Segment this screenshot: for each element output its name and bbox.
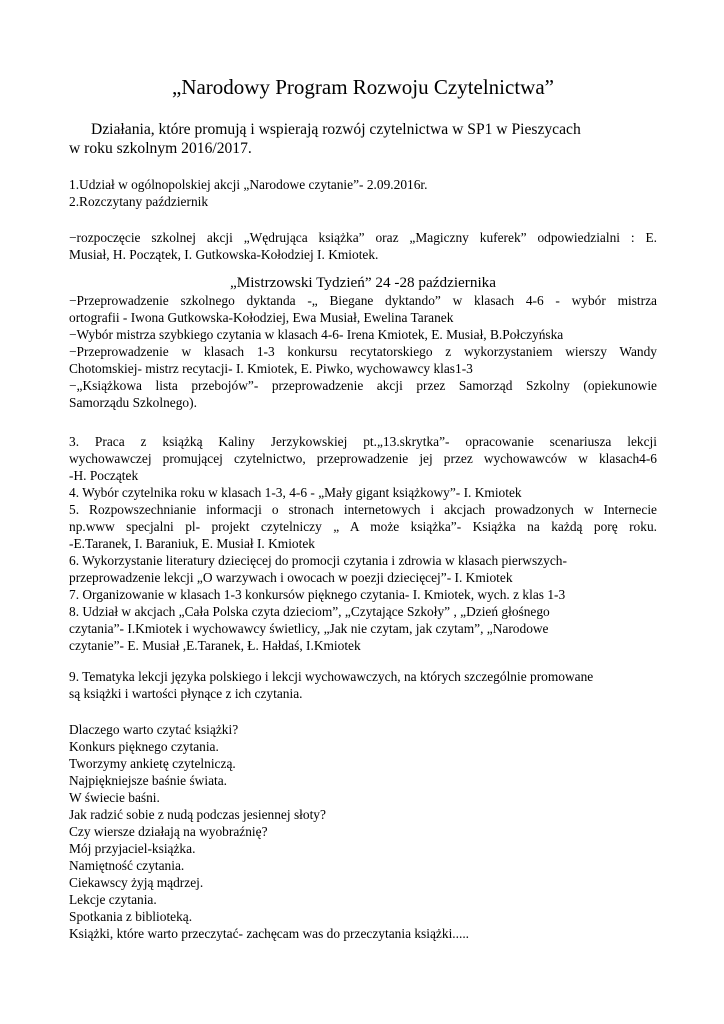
lesson-item: Książki, które warto przeczytać- zachęcam was do przeczytania książki..... (69, 926, 470, 941)
paragraph-line: 4. Wybór czytelnika roku w klasach 1-3, 4-6 - „Mały gigant książkowy”- I. Kmiotek (69, 485, 522, 500)
lesson-item: W świecie baśni. (69, 790, 160, 805)
intro-item: 1.Udział w ogólnopolskiej akcji „Narodowe czytanie”- 2.09.2016r. (69, 177, 428, 192)
paragraph-line: −rozpoczęcie szkolnej akcji „Wędrująca książka” oraz „Magiczny kuferek” odpowiedzialni : E. (69, 230, 657, 245)
section-heading: „Mistrzowski Tydzień” 24 -28 października (229, 274, 497, 291)
paragraph-line: -H. Początek (69, 468, 139, 483)
lesson-item: Jak radzić sobie z nudą podczas jesiennej słoty? (69, 807, 326, 822)
lesson-item: Namiętność czytania. (69, 858, 185, 873)
paragraph-line: Musiał, H. Początek, I. Gutkowska-Kołodziej I. Kmiotek. (69, 247, 379, 262)
subtitle-line: Działania, które promują i wspierają rozwój czytelnictwa w SP1 w Pieszycach (91, 121, 581, 138)
paragraph-line: czytania”- I.Kmiotek i wychowawcy świetlicy, „Jak nie czytam, jak czytam”, „Narodowe (69, 621, 549, 636)
document-title: „Narodowy Program Rozwoju Czytelnictwa” (172, 75, 554, 99)
paragraph-line: -E.Taranek, I. Baraniuk, E. Musiał I. Kmiotek (69, 536, 315, 551)
document-subtitle (69, 120, 581, 158)
paragraph-line: np.www specjalni pl- projekt czytelniczy „ A może książka”- Książka na każdą porę roku. (69, 519, 657, 534)
week-section (69, 273, 657, 411)
lesson-item: Spotkania z biblioteką. (69, 909, 193, 924)
lesson-item: Czy wiersze działają na wyobraźnię? (69, 824, 268, 839)
paragraph-line: ortografii - Iwona Gutkowska-Kołodziej, Ewa Musiał, Ewelina Taranek (69, 310, 454, 325)
intro-list (69, 176, 657, 210)
lesson-item: Dlaczego warto czytać książki? (69, 722, 239, 737)
lesson-item: Tworzymy ankietę czytelniczą. (69, 756, 236, 771)
paragraph-line: 7. Organizowanie w klasach 1-3 konkursów pięknego czytania- I. Kmiotek, wych. z klas 1-3 (69, 587, 566, 602)
paragraph-line: 8. Udział w akcjach „Cała Polska czyta dzieciom”, „Czytające Szkoły” , „Dzień głośnego (69, 604, 550, 619)
paragraph-line: −Przeprowadzenie szkolnego dyktanda -„ Biegane dyktando” w klasach 4-6 - wybór mistrza (69, 293, 657, 308)
october-paragraph (69, 229, 657, 263)
lesson-item: Konkurs pięknego czytania. (69, 739, 219, 754)
paragraph-line: Chotomskiej- mistrz recytacji- I. Kmiotek, E. Piwko, wychowawcy klas1-3 (69, 361, 473, 376)
paragraph-line: −Wybór mistrza szybkiego czytania w klasach 4-6- Irena Kmiotek, E. Musiał, B.Połczyńska (69, 327, 564, 342)
topics-paragraph (69, 668, 657, 702)
paragraph-line: 5. Rozpowszechnianie informacji o stronach internetowych i akcjach prowadzonych w Internecie (69, 502, 657, 517)
paragraph-line: 6. Wykorzystanie literatury dziecięcej do promocji czytania i zdrowia w klasach pierwszych- (69, 553, 567, 568)
paragraph-line: 3. Praca z książką Kaliny Jerzykowskiej pt.„13.skrytka”- opracowanie scenariusza lekcji (69, 434, 657, 449)
paragraph-line: przeprowadzenie lekcji „O warzywach i owocach w poezji dziecięcej”- I. Kmiotek (69, 570, 513, 585)
paragraph-line: 9. Tematyka lekcji języka polskiego i lekcji wychowawczych, na których szczególnie promowane (69, 669, 594, 684)
paragraph-line: −„Książkowa lista przebojów”- przeprowadzenie akcji przez Samorząd Szkolny (opiekunowie (69, 378, 657, 393)
paragraph-line: są książki i wartości płynące z ich czytania. (69, 686, 303, 701)
paragraph-line: czytanie”- E. Musiał ,E.Taranek, Ł. Hałdaś, I.Kmiotek (69, 638, 361, 653)
lesson-item: Mój przyjaciel-książka. (69, 841, 196, 856)
activities-list (69, 433, 657, 654)
paragraph-line: −Przeprowadzenie w klasach 1-3 konkursu recytatorskiego z wykorzystaniem wierszy Wandy (69, 344, 657, 359)
lesson-item: Lekcje czytania. (69, 892, 157, 907)
intro-item: 2.Rozczytany październik (69, 194, 209, 209)
lesson-item: Najpiękniejsze baśnie świata. (69, 773, 228, 788)
subtitle-line: w roku szkolnym 2016/2017. (69, 140, 252, 157)
lesson-item: Ciekawscy żyją mądrzej. (69, 875, 204, 890)
paragraph-line: Samorządu Szkolnego). (69, 395, 197, 410)
lessons-list (69, 721, 657, 942)
paragraph-line: wychowawczej promującej czytelnictwo, przeprowadzenie jej przez wychowawców w klasach4-6 (69, 451, 657, 466)
